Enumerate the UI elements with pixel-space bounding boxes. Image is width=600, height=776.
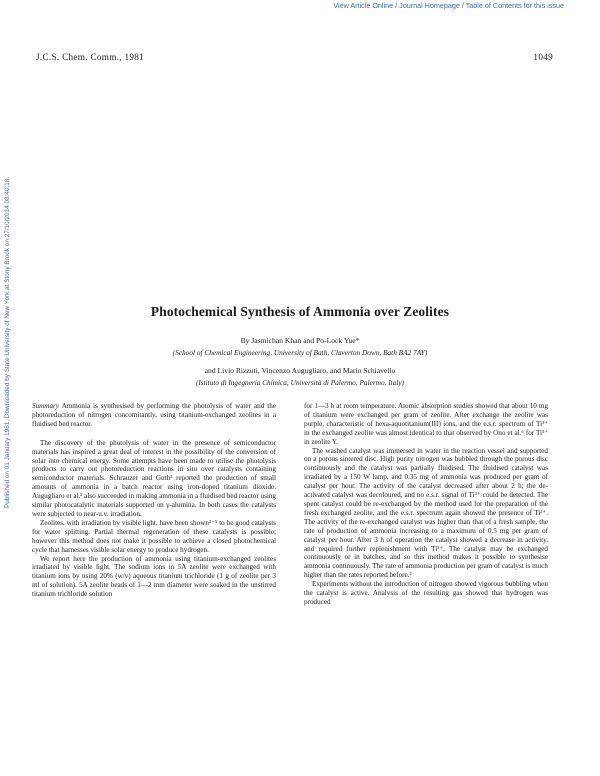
link-separator: / bbox=[393, 1, 400, 10]
affiliation-1: (School of Chemical Engineering, University of Bath, Claverton Down, Bath BA2 7AY) bbox=[172, 348, 428, 357]
body-paragraph: The discovery of the photolysis of water in the presence of semiconductor materials has inspired a great deal of interest in the possibility of the conversion of solar into chemical energy. Some attempts have been made to utilise the photolysis products to carry out photoreduction reactions in situ over catalysts containing semiconductor materials. Schrauzer and Guth¹ reported the production of small amounts of ammonia in a batch reactor using iron-doped titanium dioxide. Augugliaro et al.² also succeeded in making ammonia in a fluidised bed reactor using similar photocatalytic materials supported on γ-alumina. In both cases the catalysts were subjected to near-u.v. irradiation. bbox=[32, 438, 276, 518]
summary-text: Ammonia is synthesised by performing the photolysis of water and the photoreduction of nitrogen concomitantly, using titanium-exchanged zeolites in a fluidised bed reactor. bbox=[32, 402, 276, 428]
body-paragraph: Experiments without the introduction of nitrogen showed vigorous bubbling when the catalyst is active. Analysis of the resulting gas showed that hydrogen was produced bbox=[304, 580, 548, 606]
body-paragraph: We report here the production of ammonia using titanium-exchanged zeolites irradiated by visible light. The sodium ions in 5A zeolite were exchanged with titanium ions by using 20% (w/v) aqueous titanium trichloride (1 g of zeolite per 3 ml of solution). 5A zeolite beads of 1—2 mm diameter were soaked in the unstirred titanium trichloride solution bbox=[32, 554, 276, 599]
affiliation-2: (Istituto di Ingegneria Chimica, Università di Palermo, Palermo, Italy) bbox=[195, 378, 405, 387]
download-notice: Published on 01 January 1981. Downloaded by State University of New York at Stony Brook on 27/10/2014 08:40:18. bbox=[4, 176, 11, 508]
body-paragraph: Zeolites, with irradiation by visible light, have been shown³⁻⁵ to be good catalysts for water splitting. Partial thermal regeneration of these catalysts is possible; however this method does not make it possible to achieve a closed photochemical cycle that harnesses visible solar energy to produce hydrogen. bbox=[32, 518, 276, 554]
summary-paragraph bbox=[32, 402, 276, 429]
table-of-contents-link[interactable]: Table of Contents for this issue bbox=[465, 1, 564, 10]
left-column bbox=[32, 402, 276, 599]
body-paragraph: The washed catalyst was immersed in water in the reaction vessel and supported on a porous sintered disc. High purity nitrogen was bubbled through the porous disc continuously and the catalyst was partially fluidised. The fluidised catalyst was irradiated by a 150 W lamp, and 0.35 mg of ammonia was produced per gram of catalyst per hour. The activity of the catalyst decreased after about 2 h; the de-activated catalyst was decoloured, and no e.s.r. signal of Ti³⁺ could be detected. The spent catalyst could be re-exchanged by the method used for the preparation of the fresh exchanged zeolite, and the e.s.r. spectrum again showed the presence of Ti³⁺. The activity of the re-exchanged catalyst was higher than that of a fresh sample, the rate of production of ammonia increasing to a maximum of 0.5 mg per gram of catalyst per hour. After 3 h of operation the catalyst showed a decrease in activity, and required further replenishment with Ti³⁺. The catalyst may be exchanged continuously or in batches, and so this method makes it possible to synthesise ammonia continuously. The rate of ammonia production per gram of catalyst is much higher than the rates reported before.² bbox=[304, 446, 548, 580]
top-navigation-links bbox=[333, 1, 564, 10]
authors-line-1: By Jasmichan Khan and Po-Lock Yue* bbox=[240, 336, 360, 345]
body-paragraph: for 1—3 h at room temperature. Atomic absorption studies showed that about 10 mg of titanium were exchanged per gram of zeolite. After exchange the zeolite was purple, characteristic of hexa-aquotitanium(III) ions, and the e.s.r. spectrum of Ti³⁺ in the exchanged zeolite was almost identical to that observed by Ono et al.⁶ for Ti³⁺ in zeolite Y. bbox=[304, 402, 548, 446]
page-number: 1049 bbox=[533, 52, 553, 62]
journal-citation: J.C.S. Chem. Comm., 1981 bbox=[36, 52, 145, 62]
journal-homepage-link[interactable]: Journal Homepage bbox=[399, 1, 460, 10]
authors-line-2: and Livio Rizzuti, Vincenzo Augugliaro, and Mario Schiavello bbox=[204, 366, 396, 375]
link-separator: / bbox=[459, 1, 466, 10]
right-column bbox=[304, 402, 548, 607]
article-title: Photochemical Synthesis of Ammonia over Zeolites bbox=[150, 304, 450, 319]
view-article-online-link[interactable]: View Article Online bbox=[333, 1, 394, 10]
summary-label: Summary bbox=[32, 402, 59, 410]
publication-sidebar bbox=[4, 68, 14, 508]
